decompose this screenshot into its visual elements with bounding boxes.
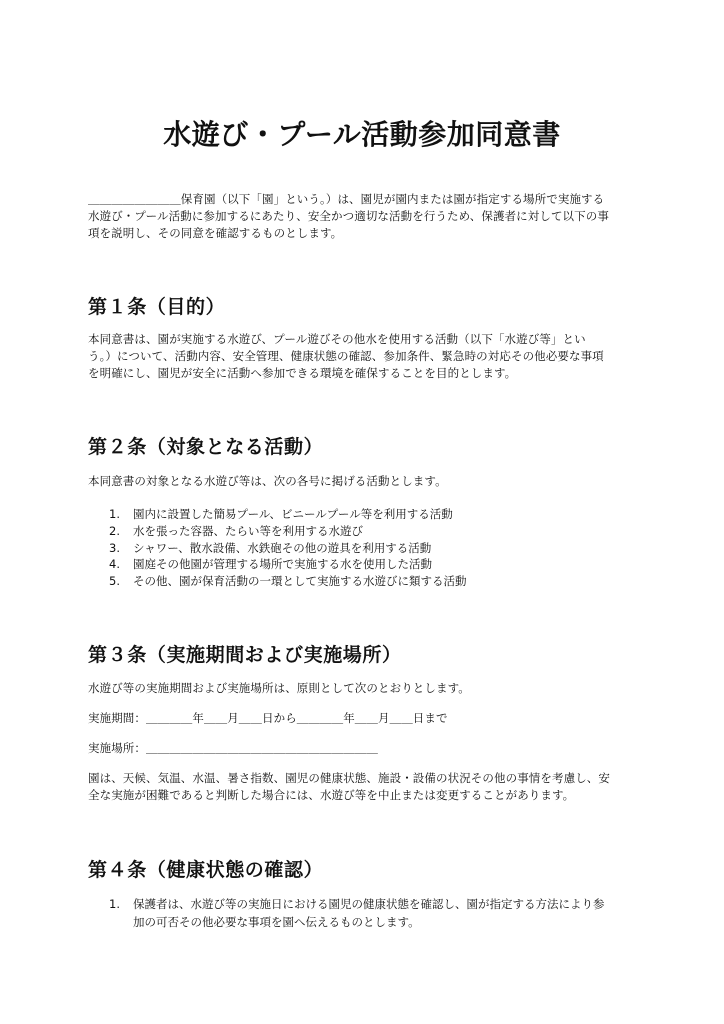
list-item-text: シャワー、散水設備、水鉄砲その他の遊具を利用する活動 [133,540,432,555]
list-item-number: 4. [109,557,120,572]
list-item [88,523,636,540]
list-item-text: その他、園が保育活動の一環として実施する水遊びに類する活動 [133,574,467,589]
list-item-number: 5. [109,574,120,589]
article-2-list [88,506,636,590]
list-item-number: 1. [109,897,120,911]
list-item [88,540,636,557]
article-2-body: 本同意書の対象となる水遊び等は、次の各号に掲げる活動とします。 [88,474,447,488]
list-item-text: 水を張った容器、たらい等を利用する水遊び [133,523,363,538]
article-3-note-line-2: 全な実施が困難であると判断した場合には、水遊び等を中止または変更することがあります。 [88,788,575,802]
article-1-body [88,331,636,382]
article-1-line-2: う。）について、活動内容、安全管理、健康状態の確認、参加条件、緊急時の対応その他必要な事項 [88,349,604,363]
implementation-period-field: 実施期間：＿＿＿＿年＿＿月＿＿日から＿＿＿＿年＿＿月＿＿日まで [88,711,448,725]
list-item [88,895,636,931]
article-4-heading: 第４条（健康状態の確認） [88,859,324,881]
article-1-line-1: 本同意書は、園が実施する水遊び、プール遊びその他水を使用する活動（以下「水遊び等」とい [88,332,586,346]
list-item [88,573,636,590]
list-item-number: 1. [109,507,120,521]
article-1-line-3: を明確にし、園児が安全に活動へ参加できる環境を確保することを目的とします。 [88,366,517,380]
list-item-number: 2. [109,523,120,538]
list-item-text: 園内に設置した簡易プール、ビニールプール等を利用する活動 [133,507,453,521]
intro-line-2: 水遊び・プール活動に参加するにあたり、安全かつ適切な活動を行うため、保護者に対して以下の事 [88,209,609,223]
list-item [88,506,636,523]
document-title: 水遊び・プール活動参加同意書 [163,118,561,151]
list-item-line-1: 保護者は、水遊び等の実施日における園児の健康状態を確認し、園が指定する方法により参 [133,897,605,911]
list-item-text: 園庭その他園が管理する場所で実施する水を使用した活動 [133,557,432,572]
intro-line-1: ＿＿＿＿＿＿＿＿保育園（以下「園」という。）は、園児が園内または園が指定する場所で実施する [88,192,605,206]
intro-line-3: 項を説明し、その同意を確認するものとします。 [88,226,343,240]
article-3-body: 水遊び等の実施期間および実施場所は、原則として次のとおりとします。 [88,681,470,695]
article-1-heading: 第１条（目的） [88,296,226,318]
article-3-note-line-1: 園は、天候、気温、水温、暑さ指数、園児の健康状態、施設・設備の状況その他の事情を考慮し、安 [88,771,610,785]
article-3-heading: 第３条（実施期間および実施場所） [88,644,402,666]
article-2-heading: 第２条（対象となる活動） [88,436,324,458]
intro-paragraph [88,191,636,242]
list-item-number: 3. [109,540,120,555]
list-item [88,556,636,573]
article-3-note [88,770,636,804]
list-item-line-2: 加の可否その他必要な事項を園へ伝えるものとします。 [133,915,420,929]
implementation-place-field: 実施場所：＿＿＿＿＿＿＿＿＿＿＿＿＿＿＿＿＿＿＿＿ [88,741,378,755]
article-4-list [88,895,636,931]
